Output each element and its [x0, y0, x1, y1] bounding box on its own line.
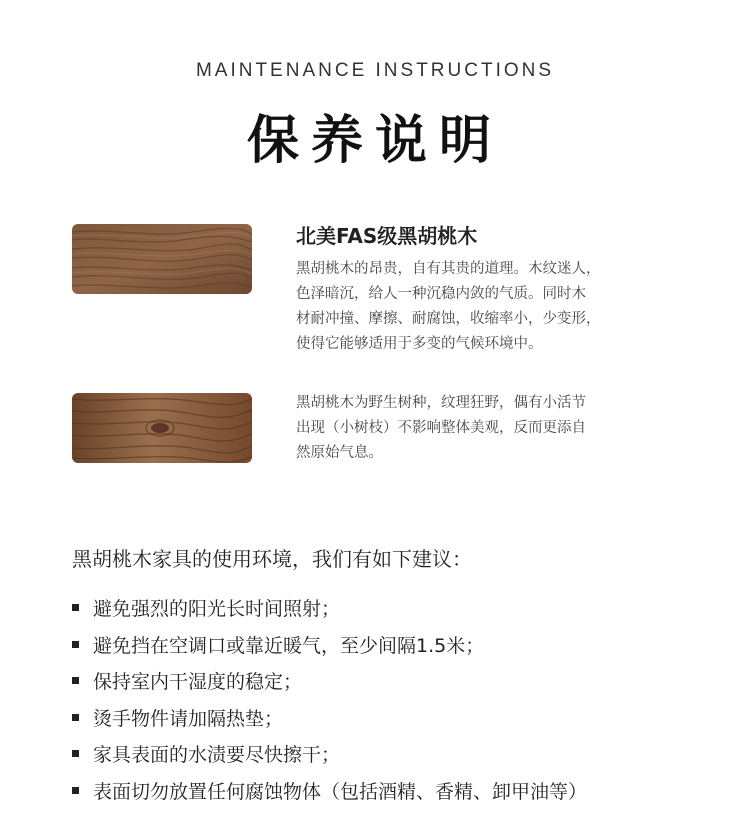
tip-text: 避免强烈的阳光长时间照射； — [93, 598, 341, 620]
paragraph-line: 然原始气息。 — [296, 445, 383, 461]
tip-text: 保持室内干湿度的稳定； — [93, 671, 303, 694]
square-bullet-icon — [72, 641, 79, 648]
paragraph-line: 色泽暗沉，给人一种沉稳内敛的气质。同时木 — [296, 286, 586, 302]
square-bullet-icon — [72, 714, 79, 721]
care-tips-list — [72, 591, 587, 811]
square-bullet-icon — [72, 677, 79, 684]
walnut-wood-image-1 — [72, 224, 252, 294]
tip-text: 表面切勿放置任何腐蚀物体（包括酒精、香精、卸甲油等） — [93, 780, 588, 803]
environment-heading: 黑胡桃木家具的使用环境，我们有如下建议： — [72, 547, 472, 571]
paragraph-line: 黑胡桃木的昂贵，自有其贵的道理。木纹迷人， — [296, 261, 601, 277]
tip-text: 避免挡在空调口或靠近暖气，至少间隔1.5米； — [93, 634, 485, 657]
square-bullet-icon — [72, 750, 79, 757]
list-item — [72, 664, 587, 701]
wood-description-paragraph-1 — [296, 257, 656, 357]
walnut-wood-image-2 — [72, 393, 252, 463]
paragraph-line: 使得它能够适用于多变的气候环境中。 — [296, 336, 543, 352]
list-item — [72, 628, 587, 665]
list-item — [72, 774, 587, 811]
tip-text: 烫手物件请加隔热垫； — [93, 707, 284, 730]
list-item — [72, 701, 587, 738]
wood-description-paragraph-2 — [296, 391, 656, 466]
paragraph-line: 出现（小树枝）不影响整体美观，反而更添自 — [296, 420, 586, 436]
square-bullet-icon — [72, 604, 79, 611]
wood-section-heading: 北美FAS级黑胡桃木 — [296, 224, 478, 248]
paragraph-line: 黑胡桃木为野生树种，纹理狂野，偶有小活节 — [296, 395, 586, 411]
list-item — [72, 737, 587, 774]
paragraph-line: 材耐冲撞、摩擦、耐腐蚀，收缩率小，少变形， — [296, 311, 601, 327]
list-item — [72, 591, 587, 628]
page-title: 保养说明 — [246, 111, 503, 171]
tip-text: 家具表面的水渍要尽快擦干； — [93, 744, 341, 767]
square-bullet-icon — [72, 787, 79, 794]
english-title: MAINTENANCE INSTRUCTIONS — [195, 60, 555, 81]
